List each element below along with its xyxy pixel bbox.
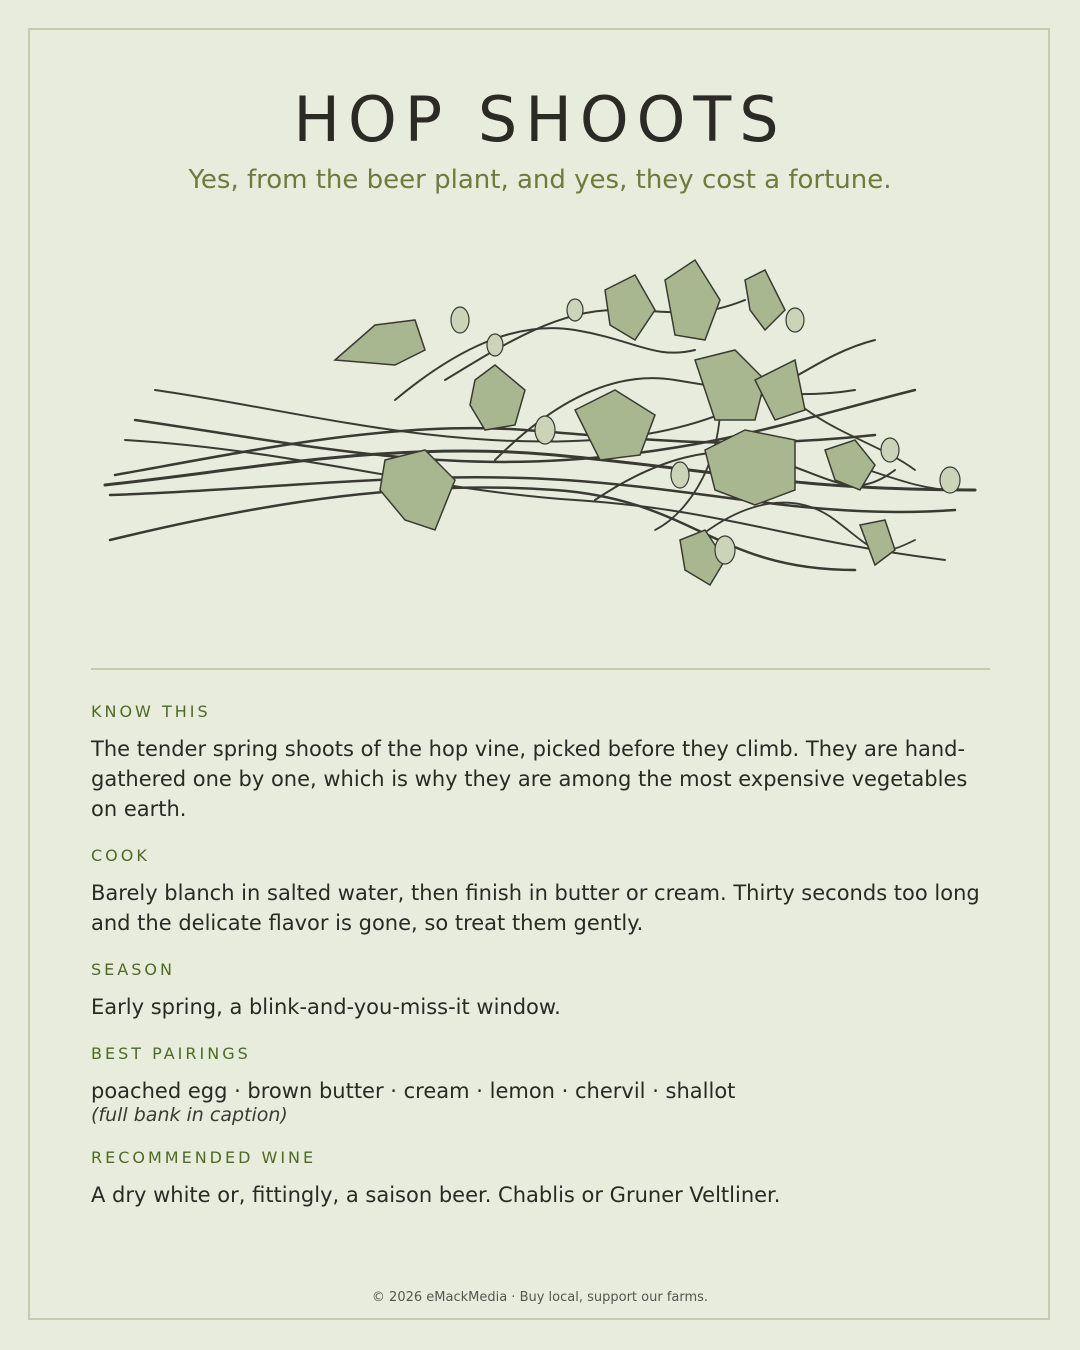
page-title: HOP SHOOTS bbox=[293, 83, 787, 156]
section-body: The tender spring shoots of the hop vine, picked before they climb. They are hand-gathered one by one, which is why they are among the most expensive vegetables on earth. bbox=[91, 737, 968, 821]
section-label: BEST PAIRINGS bbox=[91, 1044, 251, 1063]
section-recommended-wine bbox=[91, 1146, 990, 1210]
divider bbox=[91, 668, 990, 670]
section-label: RECOMMENDED WINE bbox=[91, 1148, 317, 1167]
section-body: A dry white or, fittingly, a saison beer. Chablis or Gruner Veltliner. bbox=[91, 1183, 781, 1207]
section-body: poached egg · brown butter · cream · lemon · chervil · shallot bbox=[91, 1079, 736, 1103]
footer-text: © 2026 eMackMedia · Buy local, support our farms. bbox=[371, 1290, 709, 1305]
section-label: SEASON bbox=[91, 960, 175, 979]
page-subtitle: Yes, from the beer plant, and yes, they cost a fortune. bbox=[188, 165, 892, 195]
section-know-this bbox=[91, 700, 990, 824]
section-label: COOK bbox=[91, 846, 150, 865]
hop-shoots-illustration bbox=[95, 240, 985, 610]
section-season bbox=[91, 958, 990, 1022]
section-body: Early spring, a blink-and-you-miss-it window. bbox=[91, 995, 561, 1019]
section-label: KNOW THIS bbox=[91, 702, 211, 721]
section-body: Barely blanch in salted water, then finish in butter or cream. Thirty seconds too long and the delicate flavor is gone, so treat them gently. bbox=[91, 881, 980, 935]
section-best-pairings bbox=[91, 1042, 990, 1126]
pairings-note: (full bank in caption) bbox=[91, 1104, 288, 1126]
info-sections bbox=[91, 700, 990, 1230]
section-cook bbox=[91, 844, 990, 938]
